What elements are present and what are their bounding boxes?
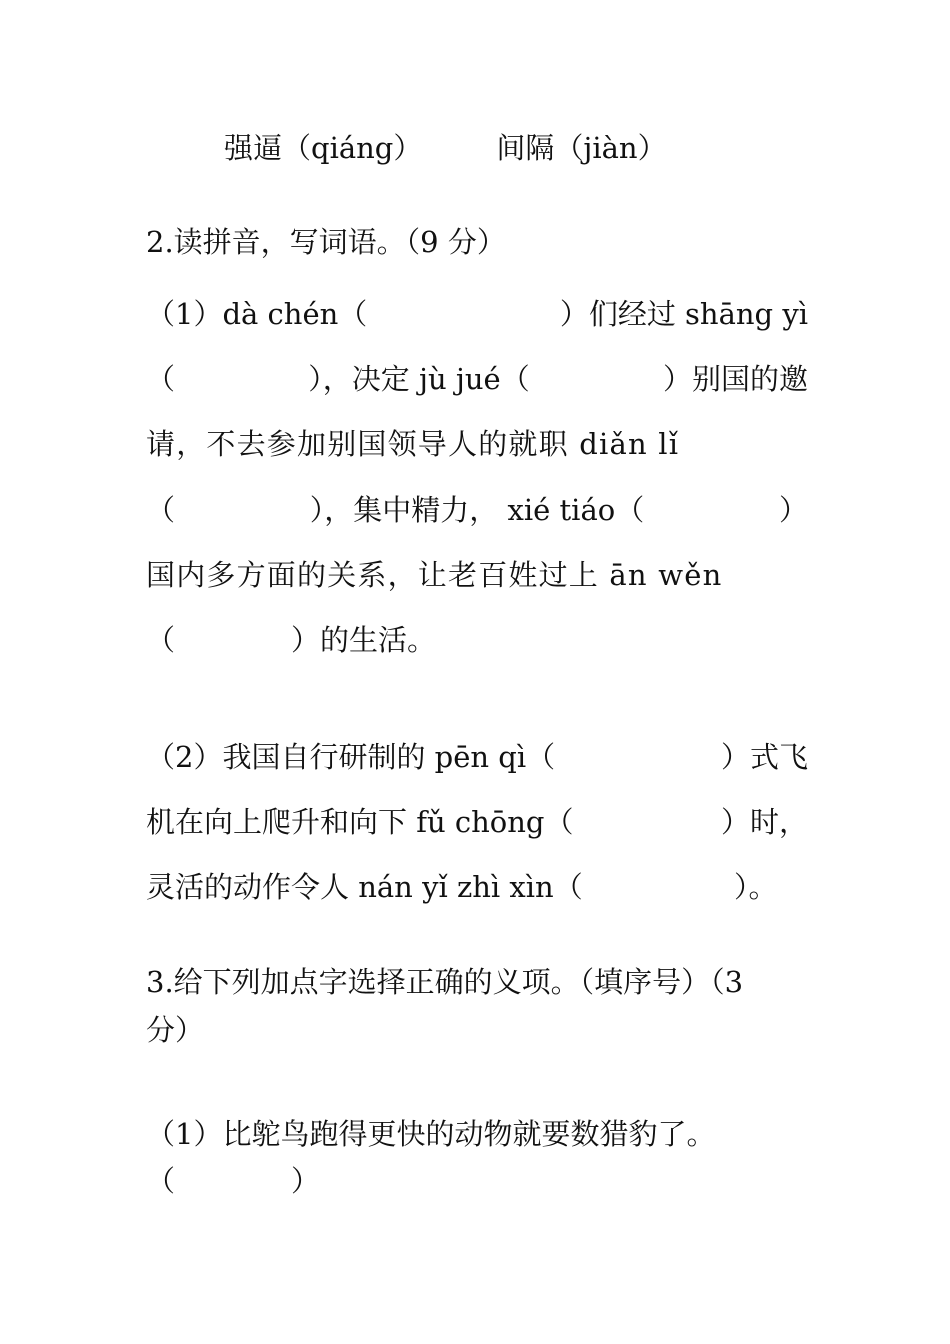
q2-p1-line2-a: （ [146, 362, 176, 396]
q2-p1-line3: 请，不去参加别国领导人的就职 diǎn lǐ [146, 427, 680, 461]
word-qiangbi: 强逼（qiáng） [224, 131, 423, 165]
q3-item1-blank-close: ） [291, 1164, 321, 1198]
question-3-title-line2: 分） [146, 1013, 205, 1047]
q3-item1: （1）比鸵鸟跑得更快的动物就要数猎豹了。 [146, 1117, 716, 1151]
q2-p1-line2-c: ）别国的邀 [662, 362, 808, 396]
top-pinyin-pair [224, 130, 667, 166]
q2-p1-line4-c: ） [778, 493, 808, 527]
q2-p1-line5: 国内多方面的关系，让老百姓过上 ān wěn [146, 558, 723, 592]
q2-p1-line1-b: ）们经过 shāng yì [559, 297, 808, 331]
q2-p2-line3-b: ）。 [734, 870, 778, 904]
q2-p1-line2-b: ），决定 jù jué（ [308, 362, 530, 396]
question-3-title-line1: 3.给下列加点字选择正确的义项。（填序号）（3 [146, 965, 744, 999]
word-jiange: 间隔（jiàn） [496, 131, 667, 165]
q2-p2-line2-b: ）时， [720, 805, 808, 839]
q2-p1-line4-a: （ [146, 493, 176, 527]
q2-p2-line3 [146, 869, 808, 905]
q3-item1-answer [146, 1163, 808, 1199]
q2-p2-line1 [146, 739, 808, 775]
q2-p1-line6-b: ）的生活。 [291, 623, 437, 657]
q2-p1-line6-a: （ [146, 623, 176, 657]
q2-p1-line1-a: （1）dà chén（ [146, 297, 368, 331]
q2-p1-line2 [146, 361, 808, 397]
q2-p2-line1-a: （2）我国自行研制的 pēn qì（ [146, 740, 556, 774]
q2-p2-line1-b: ）式飞 [720, 740, 808, 774]
q2-p2-line2 [146, 804, 808, 840]
q3-item1-blank-open: （ [146, 1164, 176, 1198]
q2-p1-line1 [146, 296, 808, 332]
q2-p2-line2-a: 机在向上爬升和向下 fǔ chōng（ [146, 805, 574, 839]
q2-p1-line4 [146, 492, 808, 528]
question-2-title: 2.读拼音，写词语。（9 分） [146, 225, 506, 259]
q2-p1-line4-b: ），集中精力， xié tiáo（ [309, 493, 645, 527]
q2-p2-line3-a: 灵活的动作令人 nán yǐ zhì xìn（ [146, 870, 583, 904]
q2-p1-line6 [146, 622, 808, 658]
